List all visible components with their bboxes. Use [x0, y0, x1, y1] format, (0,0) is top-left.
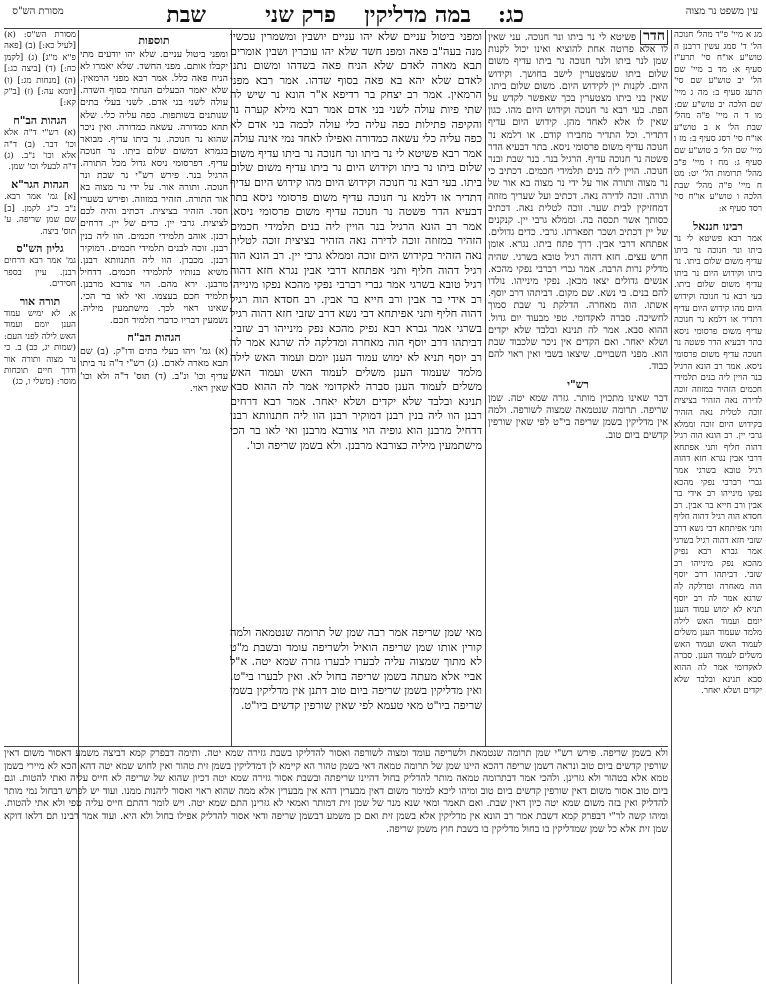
gemara-bottom-block — [230, 626, 482, 746]
hagahot-bach-text: (א) רש"י ד"ה אלא וכו' דבר. (ב) ד"ה אלא וכו' נ"ב. (ג) ד"ה לבעלי וכו' שמן. — [4, 128, 76, 173]
rabbeinu-chananel-text: אמר רבא פשיטא לי נר ביתו ונר חנוכה נר ביתו עדיף משום שלום ביתו. נר ביתו וקידוש היום נר ביתו עדיף משום שלום ביתו. בעי רבא נר חנוכה וקידוש היום מהו קידוש היום עדיף דתדיר או דלמא נר חנוכה עדיף משום פרסומי ניסא בתר דבעיא הדר פשטה נר חנוכה עדיף משום פרסומי ניסא. אמר רב הונא הרגיל בנר הויין ליה בנים תלמידי חכמים הזהיר במזוזה זוכה לדירה נאה הזהיר בציצית זוכה לטלית נאה הזהיר בקידוש היום זוכה וממלא גרבי יין. רב הונא הוה רגיל דהוה חליף ותני אפתחא דרבי אבין נגרא חזא דהוה רגיל טובא בשרגי אמר גברי רברבי נפקי מהכא נפקו מינייהו רב אידי בר אבין ורב חייא בר אבין. רב חסדא הוה רגיל דהוה חליף ותני אפיתחא דבי נשא דרב שזבי חזא דהוה רגיל בשרגי אמר גברא רבא נפיק מהכא נפק מינייהו רב שזבי. דביתהו דרב יוסף הוה מאחרה ומדלקה לה שרגא אמר לה רב יוסף תניא לא ימוש עמוד הענן יומם ועמוד האש לילה מלמד שעמוד הענן משלים לעמוד האש ועמוד האש משלים לעמוד הענן. סברה לאקדומי אמר לה ההוא סבא תנינא ובלבד שלא יקדים ושלא יאחר. — [674, 234, 762, 697]
ein-mishpat-column — [674, 30, 762, 984]
gemara-text: ומפני ביטול עניים שלא יהו עניים יושבין ומשמרין עכשיו מנה בעה"ב פאה ומפנ חשד שלא יהו עוברין ושבין אומרים תבא מארה לאדם שלא הניח פאה בשדהו ומשום נתנו לאדם שלא יהא בא פאה בסוף שדהו. אמר רבא מפני הרמאין. אמר רב יצחק בר רדיפא א"ר הונא נר שיש לה שתי פיות עולה לשני בני אדם אמר רבא מילא קערה נר והקיפה פתילות כפה עליה כלי עולה לכמה בני אדם לא כפה עליה כלי עשאה כמדורה ואפילו לאחד נמי אינה עולה. אמר רבא פשיטא לי נר ביתו ונר חנוכה נר ביתו עדיף משום שלום ביתו נר ביתו וקידוש היום נר ביתו עדיף משום שלום ביתו. בעי רבא נר חנוכה וקידוש היום מהו קידוש היום עדיף דתדיר או דלמא נר חנוכה עדיף משום פרסומי ניסא בתר דבעיא הדר פשטה נר חנוכה עדיף משום פרסומי ניסא. אמר רב הונא הרגיל בנר הויין ליה בנים תלמידי חכמים הזהיר במזוזה זוכה לדירה נאה הזהיר בציצית זוכה לטלית נאה הזהיר בקידוש היום זוכה וממלא גרבי יין. רב הונא הוה רגיל דהוה חליף ותני אפתחא דרבי אבין נגרא חזא דהוה רגיל טובא בשרגי אמר גברי רברבי נפקי מהכא נפקו מינייהו רב אידי בר אבין ורב חייא בר אבין. רב חסדא הוה רגיל דהוה חליף ותני אפיתחא דבי נשא דרב שזבי חזא דהוה רגיל בשרגי אמר גברא רבא נפיק מהכא נפק מינייהו רב שזבי. דביתהו דרב יוסף הוה מאחרה ומדלקה לה שרגא אמר לה רב יוסף תניא לא ימוש עמוד הענן יומם ועמוד האש לילה מלמד שעמוד הענן משלים לעמוד האש ועמוד האש משלים לעמוד הענן סברה לאקדומי אמר לה ההוא סבא תנינא ובלבד שלא יקדים ושלא יאחר. אמר רבא דרחים רבנן הוו ליה בנין רבנן דמוקיר רבנן הוו ליה חתנוותא רבנן דדחיל מרבנן הוא גופיה הוי צורבא מרבנן ואי לאו בר הכי מישתמעין מיליה כצורבא מרבנן. ולא בשמן שריפה וכו'. — [230, 30, 482, 452]
rashi-lead-word: חדר — [640, 30, 668, 45]
bach-inner-text: (א) גמ' ויהו בעלי בתים ודו"ק. (ב) שם תבא מארה לאדם. (ג) רש"י ד"ה נר ביתו עדיף וכו' ונ"ב. (ד) תוס' ד"ה ולא וכו' שאין ראוי. — [80, 346, 228, 394]
right-column-rule — [671, 30, 672, 984]
rashi-text: פשיטא לי נר ביתו ונר חנוכה. עני שאין לו אלא פרוטה אחת להוציא ואינו יכול לקנות שמן לנר ביתו ולנר חנוכה נר ביתו עדיף משום שלום ביתו שמצטערין לישב בחושך. וקידוש היום. לקנות יין לקידוש היום. משום שלום ביתו. שאין בני ביתו מצטערין בכך שאפשר לקדש על הפת. בעי רבא נר חנוכה וקידוש היום מהו. כגון שאין לו אלא לאחד מהן. קידוש היום עדיף דתדיר. וכל התדיר מחבירו קודם. או דלמא נר חנוכה עדיף משום פרסומי ניסא. בתר דבעיא הדר פשטה נר חנוכה עדיף. הרגיל בנר. בנר שבת ובנר חנוכה. הויין ליה בנים תלמידי חכמים. דכתיב כי נר מצוה ותורה אור על ידי נר מצוה בא אור של תורה. זוכה לדירה נאה. דכתיב ועל שעריך מזוזה דמחזיקין לבית שער. זוכה לטלית נאה. דכתיב כסותך אשר תכסה בה. וממלא גרבי יין. קנקנים של יין דכתיב ושכר תפארתו. גרבי. כדים גדולים. אפתחא דרבי אבין. דרך פתח ביתו. נגרא. אומן חרש עצים. חזא דהוה רגיל טובא בשרגי. שהיה מדליק נרות הרבה. אמר גברי רברבי נפקי מהכא. אנשים גדולים יצאו מכאן. נפקי מינייהו. נולדו להם בנים. בי נשא. שם מקום. דביתהו דרב יוסף. אשתו. הוה מאחרה. הדלקת נר שבת סמוך לחשיכה. סברה לאקדומי. טפי מבעוד יום גדול. ההוא סבא. אמר לה תנינא ובלבד שלא יקדים ושלא יאחר. ואם הקדים אין ניכר שלכבוד שבת הוא. מפני השבויים. שיצאו בשבי ואין ראוי להם כבוד. — [488, 32, 668, 373]
bottom-rule — [4, 746, 668, 747]
gemara-bottom-text: מאי שמן שריפה אמר רבה שמן של תרומה שנטמאה ולמה קורין אותו שמן שריפה הואיל ולשריפה עומד ובשבת מ"ט לא מתוך שמצוה עליה לבערו לבערו גזרה שמא יטה. א"ל אביי אלא מעתה בשמן שריפה בחול לא. ואין לבערו בי"ט. ואין מדליקין בשמן שריפה ביום טוב דתנן אין מדליקין בשמן שריפה ביו"ט מאי טעמא לפי שאין שורפין קדשים ביו"ט. — [230, 626, 482, 712]
tractate-title: שבת — [166, 2, 206, 28]
ein-mishpat-text: מג א מיי' פ"ד מהל' חנוכה הל' ד' סמג עשין דרבנן ה טוש"ע או"ח סי' תרע"ז סעיף א: מד ב מיי' שם הל' יב טוש"ע שם סי' תרעג סעיף ב: מה ג מיי' שם הלכה יב טוש"ע שם: מו ד ה מיי' פ"ה מהל' שבת הל' א ב טוש"ע או"ח סי' רסג סעיף ב: מז ו מיי' שם הל' ב טוש"ע שם סעיף ג: מח ז מיי' פ"ב מהל' תרומות הל' יט: מט ח מיי' פ"ה מהל' שבת הלכה ו טוש"ע או"ח סי' רסד סעיף א: — [674, 30, 762, 214]
rashi-sub-text: דבר שאינו מתכוין מותר. גזרה שמא יטה. שמן שריפה. תרומה שנטמאה שמצוה לשורפה. ולמה אין מדליקין בשמן שריפה בי"ט לפי שאין שורפין קדשים ביום טוב. — [488, 392, 668, 441]
gemara-column — [230, 30, 482, 626]
bach-inner-heading: הגהות הב"ח — [127, 331, 181, 345]
rashi-sub-heading: רש"י — [567, 377, 589, 391]
tosafot-column — [80, 30, 228, 746]
hagahot-gra-heading: הגהות הגר"א — [11, 177, 69, 191]
bottom-commentary-text: ולא בשמן שריפה. פירש רש"י שמן תרומה שנטמאת ולשריפה עומד ומצוה לשורפה ואסור להדליקו בשבת גזירה שמא יטה. ותימה דבפרק קמא דביצה משמע דאסור משום דאין שורפין קדשים ביום טוב ונראה דשמן שריפה דהכא היינו שמן של תרומה טמאה דאי בשמן טהור הא קיימא לן דמדליקין בשמן זית טהור ואין לחוש שמא יטה דהא הכא לא מיירי בשמן טמא אלא בטהור ולא גזרינן. ולהכי אמר דבתרומה טמאה מותר להדליק בחול דהיינו שריפתה ובשבת אסור גזירה שמא יטה דכיון שהוא של שריפה לא חייס עליה ואתי להטות. וגם ביום טוב אסור משום דאין שורפין קדשים ביום טוב ומיהו ליכא למימר משום דאין מבערין דהא אין מבערין אלא ממה שהוא ראוי ואסור ליהנות ממנו. ועוד יש לפרש דבחול נמי מותר להדליק ואין בזה משום שמא יטה כיון דאין שבת. ואם תאמר ומאי שנא מנר של שמן זית דמותר ואמאי לא גזרינן התם שמא יטה. ויש לומר דהתם חייס עליה טפי ולא אתי להטות. ומיהו קשה לר"י דבפרק קמא דשבת אמר רב הונא אין מדליקין אלא בשמן זית ואם כן משמע דבשמן שריפה ודאי אסור להדליק אפילו בחול ולא היא. ועוד אמר רבינו תם דלאו דוקא שמן זית אלא כל שמן שמדליקין בו בחול מדליקין בו בשבת חוץ משמן שריפה. — [4, 748, 668, 835]
hagahot-bach-heading: הגהות הב"ח — [13, 113, 67, 127]
gilyon-hashas-heading: גליון הש"ס — [16, 241, 64, 255]
header-rule — [4, 28, 762, 29]
perek-title: פרק שני — [265, 2, 336, 28]
mesoret-text: מסורת הש"ס: (א) [לעיל כא:] (ב) [פאה פ"א מ"ג] (ג) [לקמן כח:] (ד) [ביצה כג:] (ה) [מנחות מג:] (ו) [יומא עה:] (ז) [ב"ק קא:] — [4, 30, 76, 109]
rabbeinu-chananel-heading: רבינו חננאל — [693, 219, 743, 233]
gilyon-hashas-text: גמ' אמר רבא דרחים רבנן. עיין בספר חסידים. — [4, 256, 76, 290]
torah-or-text: א. לא ימיש עמוד הענן יומם ועמוד האש לילה לפני העם: (שמות יג, כב) ב. כי נר מצוה ותורה אור ודרך חיים תוכחות מוסר: (משלי ו, כג) — [4, 308, 76, 388]
rashi-rule — [485, 30, 486, 746]
rashi-column — [488, 30, 668, 746]
torah-or-heading: תורה אור — [19, 294, 61, 308]
hagahot-gra-text: [א] גמ' אמר רבא. נ"ב כ"ג לקמן. [ב] שם שמן שריפה. ע' תוס' ביצה. — [4, 192, 76, 237]
page-header — [0, 0, 766, 28]
tosafot-heading: תוספות — [138, 34, 170, 47]
folio-number: כג: — [497, 2, 524, 28]
ein-mishpat-label: עין משפט נר מצוה — [685, 6, 758, 17]
chapter-title: במה מדליקין — [364, 2, 471, 28]
mesoret-label: מסורת הש"ס — [12, 6, 64, 17]
tosafot-text: ומפני ביטול עניים. שלא יהו יודעים מתי יקבלו אותם. מפני החשד. שלא יאמרו לא הניח פאה כלל. אמר רבא מפני הרמאין. שלא יאמר הבעלים הנחתי בסוף השדה. עולה לשני בני אדם. לשני בעלי בתים שנותנים בשותפות. כפה עליה כלי. שלא תהא כמדורה. עשאה כמדורה. ואין ניכר שהוא נר חנוכה. נר ביתו עדיף. מבואר בגמרא דמשום שלום ביתו. נר חנוכה עדיף. דפרסומי ניסא גדול מכל התורה. הרגיל בנר. פירש רש"י נר שבת ונר חנוכה. ותורה אור. על ידי נר מצוה בא אור התורה. הזהיר במזוזה. ופירש בשערי חסד. הזהיר בציצית. דכתיב והיה לכם לציצית. גרבי יין. כדים של יין. דרחים רבנן. אוהב תלמידי חכמים. הוו ליה בנין רבנן. זוכה לבנים תלמידי חכמים. דמוקיר רבנן. מכבדן. הוו ליה חתנוותא רבנן. משיא בנותיו לתלמידי חכמים. דדחיל מרבנן. ירא מהם. הוי צורבא מרבנן. תלמיד חכם בעצמו. ואי לאו בר הכי. שאינו ראוי לכך. מישתמעין מיליה. נשמעין דבריו כדברי תלמיד חכם. — [80, 49, 228, 327]
bottom-commentary-block — [4, 748, 668, 984]
